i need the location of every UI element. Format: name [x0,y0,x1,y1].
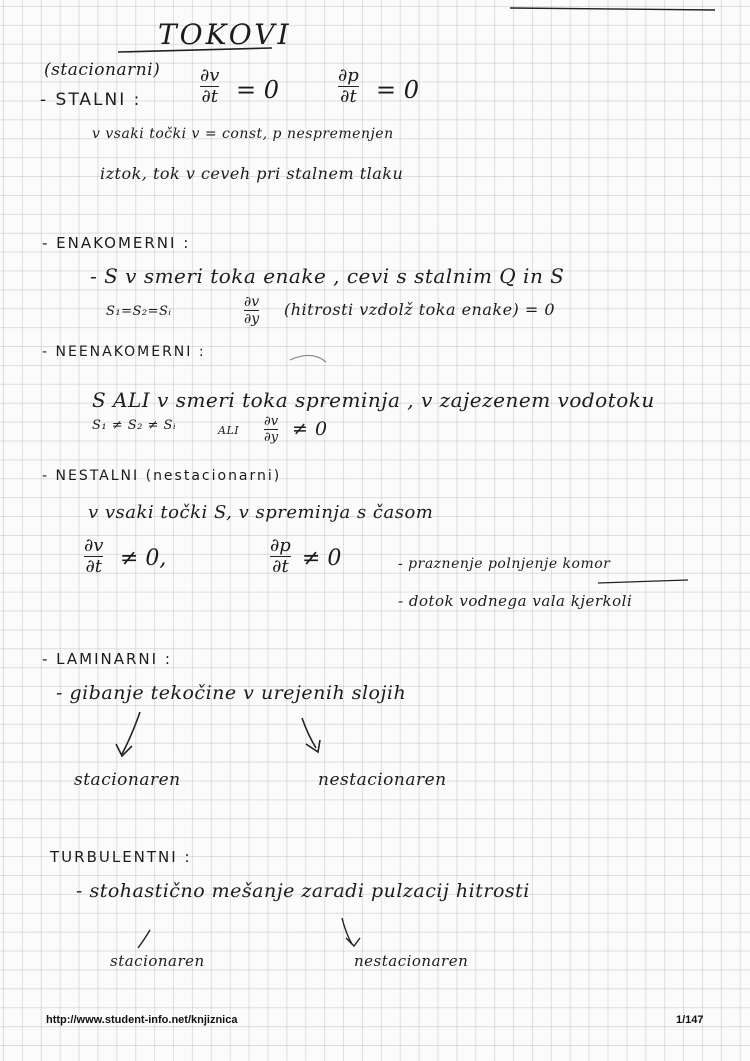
nestalni-eq2-rhs: ≠ 0 [302,546,342,571]
eq-numerator: ∂p [270,535,291,556]
stalni-eq1 [200,66,219,107]
eq-numerator: ∂v [200,65,220,86]
eq-numerator: ∂v [84,535,104,556]
neenakomerni-sub: S₁ ≠ S₂ ≠ Sᵢ [92,418,177,433]
enakomerni-heading: - ENAKOMERNI : [42,234,191,252]
enakomerni-line-2: (hitrosti vzdolž toka enake) = 0 [284,300,556,319]
nestalni-line-1: v vsaki točki S, v spreminja s časom [88,502,434,523]
laminarni-left: stacionaren [74,770,181,790]
neenakomerni-line-1: S ALI v smeri toka spreminja , v zajezenem vodotoku [92,388,655,412]
neenakomerni-fraction [264,414,278,445]
nestalni-eq1-rhs: ≠ 0, [120,546,167,571]
enakomerni-fraction [244,294,259,327]
eq-denominator: ∂t [340,86,357,107]
laminarni-heading: - LAMINARNI : [42,650,172,668]
arrow-right-turbulent [342,918,352,944]
turbulentni-right: nestacionaren [354,952,469,970]
top-stroke [510,8,715,10]
stalni-paren: (stacionarni) [44,60,161,80]
stalni-line-1: v vsaki točki v = const, p nespremenjen [92,126,394,142]
footer-url[interactable]: http://www.student-info.net/knjiznica [46,1014,238,1026]
eq-denominator: ∂t [201,86,219,107]
neenakomerni-ali: ALI [218,424,240,437]
turbulentni-heading: TURBULENTNI : [50,848,192,866]
page-title: TOKOVI [158,18,292,51]
stalni-line-2: iztok, tok v ceveh pri stalnem tlaku [100,164,404,183]
laminarni-right: nestacionaren [318,770,447,790]
nestalni-eq1 [84,536,103,577]
note-underline [598,580,688,583]
arrow-right-laminar [302,718,316,748]
eq-denominator: ∂y [264,430,279,445]
page-number: 1/147 [676,1014,704,1026]
neenakomerni-rhs: ≠ 0 [292,418,328,440]
turbulentni-left: stacionaren [110,952,205,970]
stalni-eq2 [338,66,359,107]
nestalni-heading: - NESTALNI (nestacionarni) [42,468,282,484]
enakomerni-line-1: - S v smeri toka enake , cevi s stalnim Q in S [90,264,565,288]
neenakomerni-heading: - NEENAKOMERNI : [42,344,206,360]
laminarni-line-1: - gibanje tekočine v urejenih slojih [56,682,407,704]
eq-numerator: ∂v [244,294,260,310]
nestalni-note-1: - praznenje polnjenje komor [398,556,611,572]
eq-denominator: ∂t [272,556,289,577]
eq-numerator: ∂p [338,65,359,86]
nestalni-note-2: - dotok vodnega vala kjerkoli [398,592,633,610]
enakomerni-sub: S₁=S₂=Sᵢ [106,304,172,319]
eq-denominator: ∂y [244,311,260,327]
eq-numerator: ∂v [264,414,279,429]
stalni-heading: - STALNI : [40,90,142,110]
stalni-eq1-rhs: = 0 [236,76,280,104]
arrow-left-turbulent [138,930,150,948]
stalni-eq2-rhs: = 0 [376,76,420,104]
eq-denominator: ∂t [85,556,103,577]
turbulentni-line-1: - stohastično mešanje zaradi pulzacij hitrosti [76,880,530,902]
nestalni-eq2 [270,536,291,577]
